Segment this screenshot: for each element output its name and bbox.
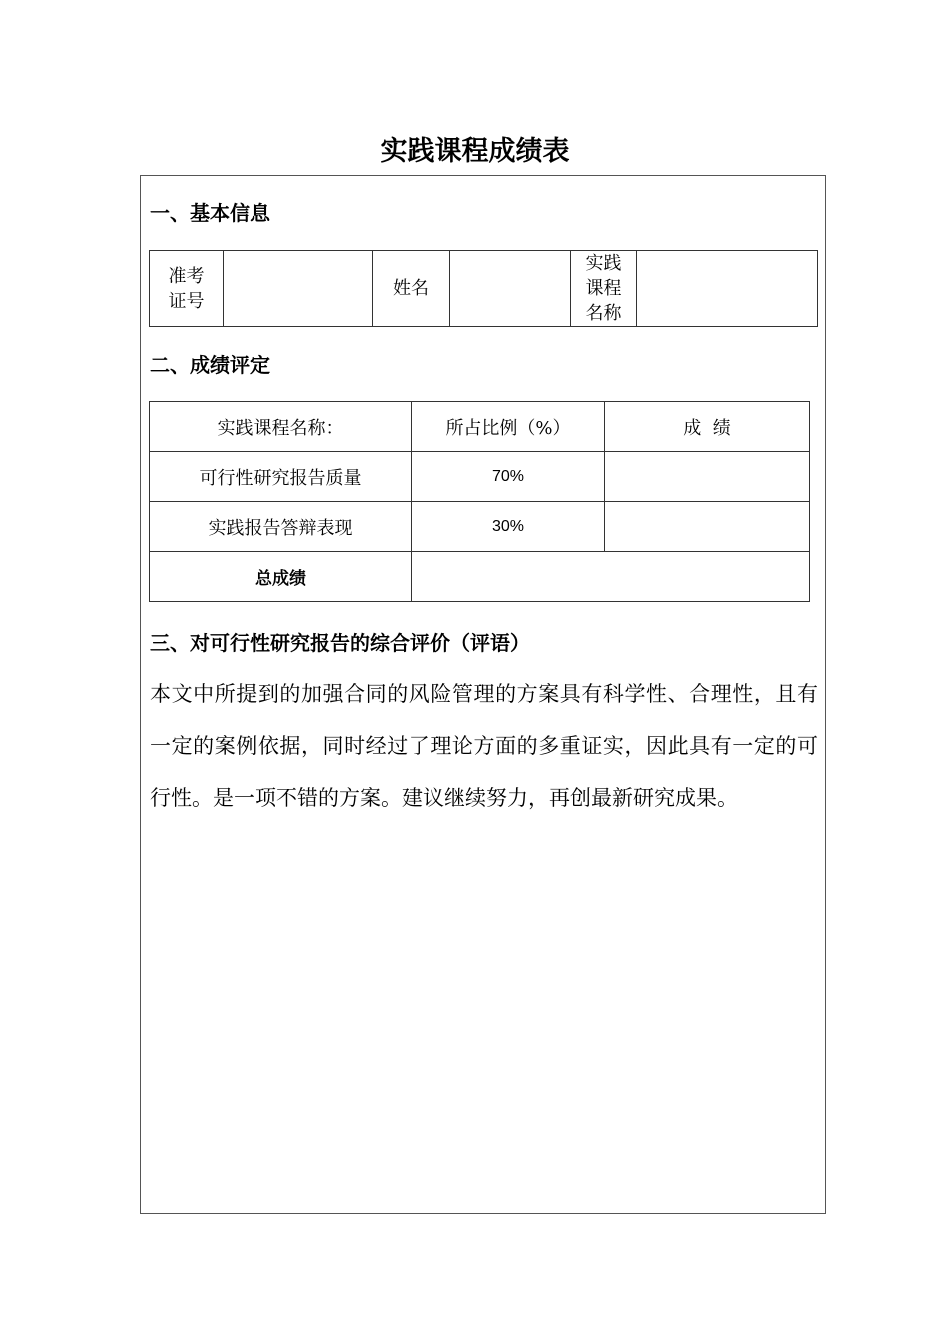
row-ratio: 30% [412, 502, 605, 552]
name-label: 姓名 [373, 251, 450, 327]
section-basic-info-heading: 一、基本信息 [150, 201, 270, 225]
table-row [150, 502, 810, 552]
basic-info-table [149, 250, 818, 327]
name-field[interactable] [450, 251, 571, 327]
total-row [150, 552, 810, 602]
table-row [150, 452, 810, 502]
exam-id-label: 准考 证号 [150, 251, 224, 327]
grading-table [149, 401, 810, 602]
evaluation-comment: 本文中所提到的加强合同的风险管理的方案具有科学性、合理性，且有一定的案例依据，同时经过了理论方面的多重证实，因此具有一定的可行性。是一项不错的方案。建议继续努力，再创最新研究成果。 [150, 682, 818, 810]
section-grading-heading: 二、成绩评定 [150, 353, 270, 377]
header-score: 成 绩 [605, 402, 810, 452]
header-ratio: 所占比例（%） [412, 402, 605, 452]
row-ratio: 70% [412, 452, 605, 502]
total-label: 总成绩 [150, 552, 412, 602]
row-score-field[interactable] [605, 452, 810, 502]
header-course-name: 实践课程名称： [150, 402, 412, 452]
course-name-field[interactable] [637, 251, 818, 327]
course-name-label: 实践 课程 名称 [571, 251, 637, 327]
section-evaluation-heading: 三、对可行性研究报告的综合评价（评语） [150, 631, 530, 655]
page-title: 实践课程成绩表 [380, 136, 570, 167]
row-score-field[interactable] [605, 502, 810, 552]
row-item: 可行性研究报告质量 [150, 452, 412, 502]
total-score-field[interactable] [412, 552, 810, 602]
grading-header-row [150, 402, 810, 452]
exam-id-field[interactable] [224, 251, 373, 327]
row-item: 实践报告答辩表现 [150, 502, 412, 552]
